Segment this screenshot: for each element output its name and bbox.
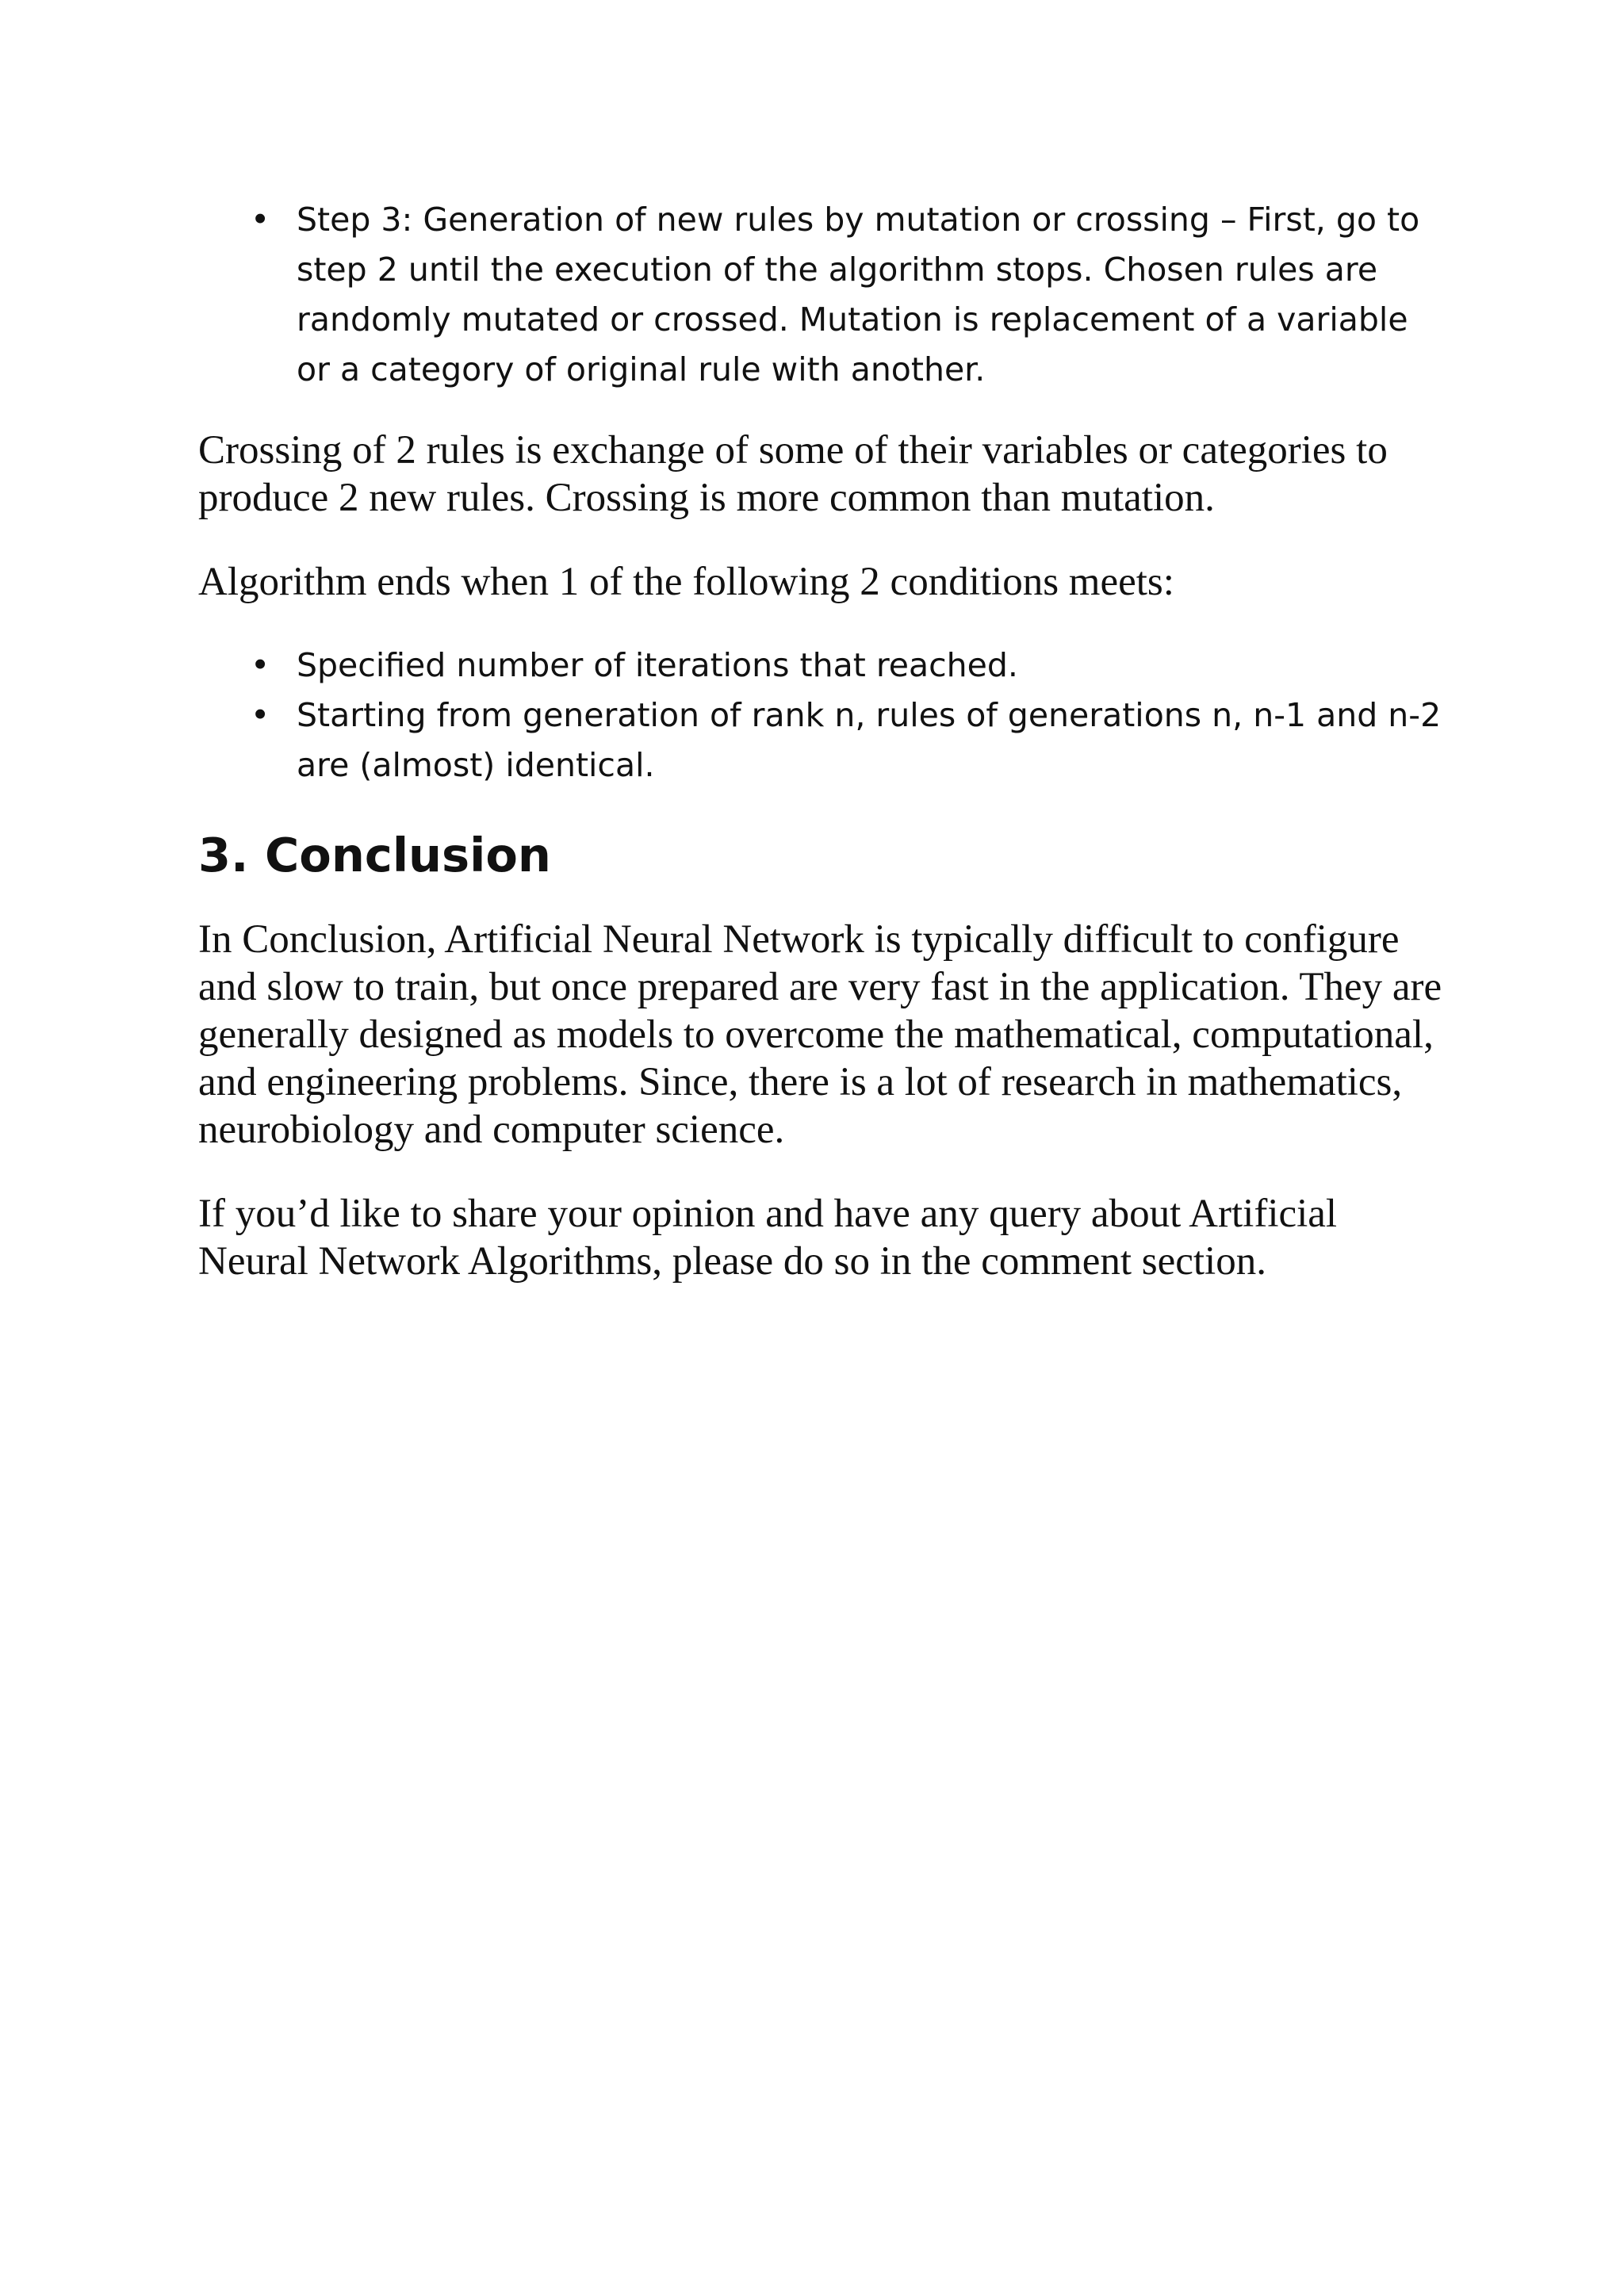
paragraph-crossing: Crossing of 2 rules is exchange of some of their variables or categories to produce 2 new rules. Crossing is more common than mutation.	[198, 428, 1388, 520]
paragraph-conclusion: In Conclusion, Artificial Neural Network is typically difficult to configure and slow to train, but once prepared are very fast in the application. They are generally designed as models to overcome the mathematical, computational, and engineering problems. Since, there is a lot of research in mathematics, neurobiology and computer science.	[198, 917, 1442, 1152]
list-item-text: Starting from generation of rank n, rules of generations n, n-1 and n-2 are (almost) identical.	[297, 696, 1442, 784]
bullet-icon: •	[251, 646, 270, 684]
paragraph-algorithm-ends: Algorithm ends when 1 of the following 2 conditions meets:	[198, 560, 1174, 604]
section-heading: 3. Conclusion	[198, 828, 551, 882]
list-item-text: Specified number of iterations that reached.	[297, 646, 1018, 684]
document-content	[198, 195, 1443, 1285]
step-list	[198, 195, 1443, 395]
conditions-list	[198, 641, 1443, 790]
list-item-condition-2	[198, 691, 1443, 790]
bullet-icon: •	[251, 201, 270, 239]
paragraph-share: If you’d like to share your opinion and have any query about Artificial Neural Network Algorithms, please do so in the comment section.	[198, 1192, 1338, 1284]
list-item-condition-1	[198, 641, 1443, 691]
list-item-text: Step 3: Generation of new rules by mutation or crossing – First, go to step 2 until the execution of the algorithm stops. Chosen rules are randomly mutated or crossed. Mutation is replacement of a variable or a category of original rule with another.	[297, 201, 1420, 388]
list-item-step-3	[198, 195, 1443, 395]
bullet-icon: •	[251, 696, 270, 734]
